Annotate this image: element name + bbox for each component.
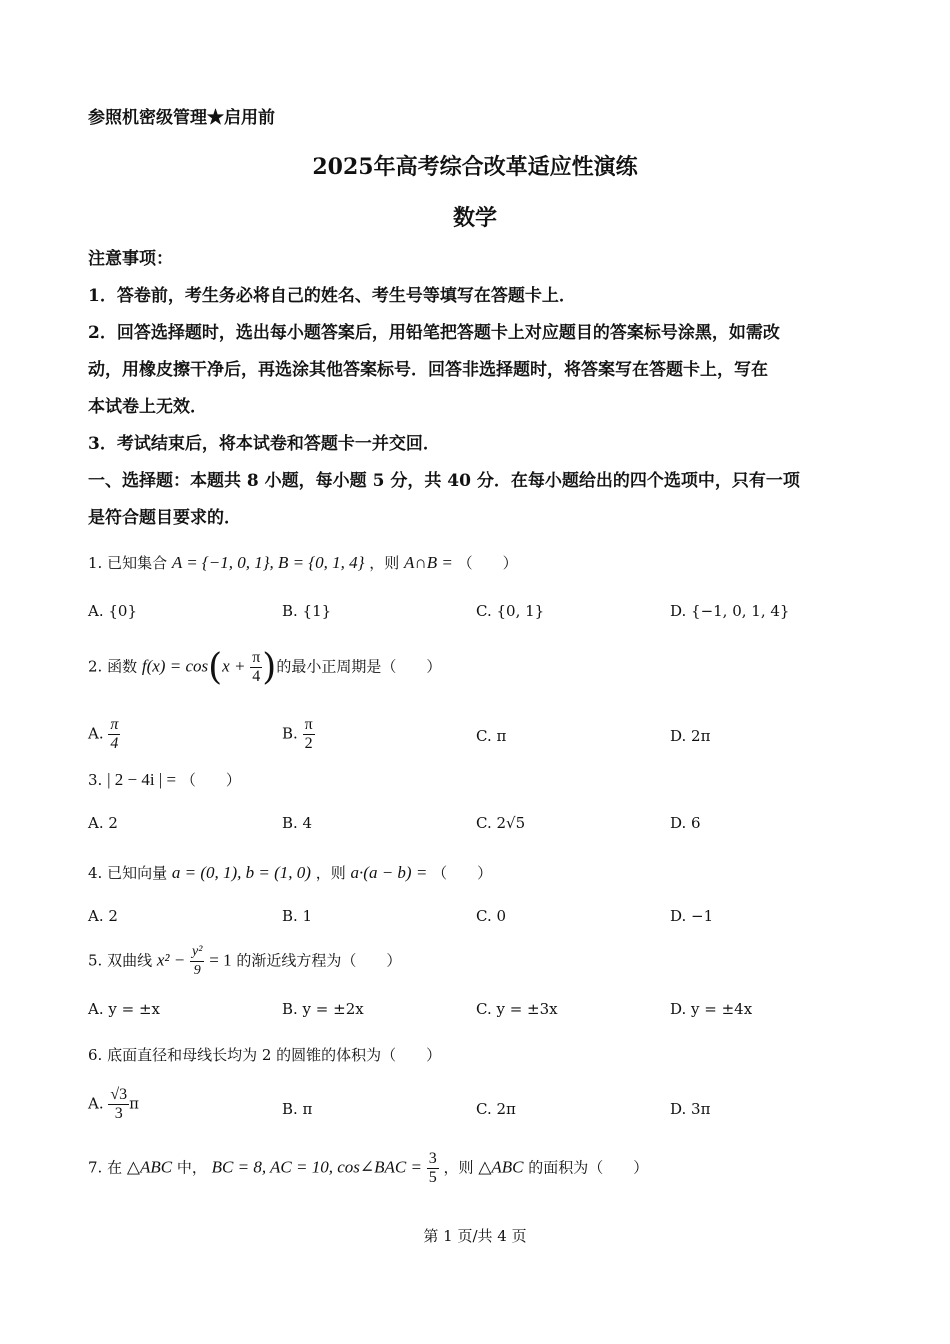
- question-5-fraction: [190, 943, 204, 980]
- question-1-option-d: D. {−1, 0, 1, 4}: [670, 602, 790, 620]
- question-1: [88, 552, 518, 573]
- question-7-math-triangle: △ABC: [126, 1157, 173, 1177]
- question-7-suffix: 的面积为（ ）: [528, 1158, 649, 1177]
- question-7-fraction-num: 3: [428, 1150, 437, 1167]
- question-6-option-a: [88, 1086, 139, 1123]
- question-2-right-paren: ): [262, 647, 277, 688]
- question-3-blank: （ ）: [180, 771, 241, 789]
- question-7-prefix: 7. 在: [88, 1158, 123, 1177]
- question-4-option-d: D. −1: [670, 907, 714, 925]
- question-2-option-a-num: π: [110, 716, 119, 733]
- question-6: 6. 底面直径和母线长均为 2 的圆锥的体积为（ ）: [88, 1046, 442, 1064]
- question-3-prefix: 3.: [88, 771, 103, 789]
- question-5-option-c: C. y = ±3x: [476, 1000, 558, 1018]
- note-item-3: 3．考试结束后，将本试卷和答题卡一并交回．: [88, 434, 440, 454]
- question-5-option-b: B. y = ±2x: [282, 1000, 364, 1018]
- question-4-prefix: 4. 已知向量: [88, 864, 168, 882]
- question-2-option-a-label: A.: [88, 724, 104, 743]
- section-1-line-1: 一、选择题：本题共 8 小题，每小题 5 分，共 40 分．在每小题给出的四个选项中，只有一项: [88, 471, 800, 491]
- question-3-option-c: C. 2√5: [476, 814, 526, 832]
- question-2-option-b-fraction: [303, 716, 315, 753]
- question-7-mid2: ，则: [443, 1158, 474, 1177]
- question-3-option-b: B. 4: [282, 814, 313, 832]
- question-2-left-paren: (: [208, 647, 223, 688]
- question-7-fraction-den: 5: [428, 1169, 437, 1186]
- question-4-option-c: C. 0: [476, 907, 507, 925]
- question-2-suffix: 的最小正周期是（ ）: [276, 657, 442, 676]
- notes-heading: 注意事项：: [88, 249, 173, 269]
- question-4-mid: ，则: [315, 864, 346, 882]
- question-1-option-c: C. {0, 1}: [476, 602, 545, 620]
- question-2-fraction-den: 4: [252, 668, 261, 685]
- page-footer: 第 1 页/共 4 页: [423, 1227, 527, 1245]
- question-5-option-d: D. y = ±4x: [670, 1000, 753, 1018]
- question-4-blank: （ ）: [432, 864, 493, 882]
- question-4-math-dot: a·(a − b) =: [350, 863, 428, 882]
- question-5-suffix: 的渐近线方程为（ ）: [236, 951, 402, 970]
- question-5-fraction-num: y²: [190, 943, 204, 962]
- question-6-option-a-den: 3: [114, 1105, 123, 1122]
- question-2-option-a: [88, 716, 120, 753]
- question-6-option-b: B. π: [282, 1100, 313, 1118]
- question-6-option-a-label: A.: [88, 1094, 104, 1113]
- question-2-math-function: f(x) = cos: [141, 656, 209, 676]
- question-2-option-b-label: B.: [282, 724, 298, 743]
- subject-title: 数学: [452, 205, 497, 231]
- question-4-option-a: A. 2: [88, 907, 118, 925]
- question-2-math-inner: x +: [222, 656, 246, 676]
- question-5-math-x: x² −: [156, 950, 186, 970]
- question-6-option-d: D. 3π: [670, 1100, 711, 1118]
- question-2-option-a-fraction: [108, 716, 120, 753]
- question-2-option-d: D. 2π: [670, 727, 711, 745]
- question-3-option-d: D. 6: [670, 814, 701, 832]
- question-5-math-eq: = 1: [209, 950, 232, 970]
- question-2: [88, 647, 441, 688]
- question-2-option-b: [282, 716, 315, 753]
- question-1-math-sets: A = {−1, 0, 1}, B = {0, 1, 4}: [171, 553, 365, 572]
- question-5: [88, 943, 401, 980]
- section-1-line-2: 是符合题目要求的．: [88, 508, 241, 528]
- question-6-option-a-pi: π: [129, 1094, 140, 1113]
- question-7-mid: 中，: [176, 1158, 207, 1177]
- question-3: [88, 769, 241, 790]
- question-1-option-b: B. {1}: [282, 602, 332, 620]
- note-item-2-line-2: 动，用橡皮擦干净后，再选涂其他答案标号．回答非选择题时，将答案写在答题卡上，写在: [88, 360, 768, 380]
- question-2-fraction-num: π: [252, 649, 261, 666]
- question-5-prefix: 5. 双曲线: [88, 951, 153, 970]
- question-7-math-triangle-2: △ABC: [478, 1157, 524, 1177]
- question-2-option-b-den: 2: [304, 735, 313, 752]
- question-7: [88, 1150, 648, 1187]
- question-2-prefix: 2. 函数: [88, 657, 138, 676]
- question-1-option-a: A. {0}: [88, 602, 137, 620]
- question-3-option-a: A. 2: [88, 814, 118, 832]
- question-5-fraction-den: 9: [193, 963, 201, 978]
- secret-level-label: 参照机密级管理★启用前: [88, 108, 275, 128]
- note-item-2-line-1: 2．回答选择题时，选出每小题答案后，用铅笔把答题卡上对应题目的答案标号涂黑，如需改: [88, 323, 780, 343]
- question-7-fraction: [427, 1150, 439, 1187]
- question-4: [88, 862, 492, 883]
- exam-title: 2025年高考综合改革适应性演练: [312, 154, 638, 180]
- question-1-math-intersection: A∩B =: [404, 553, 453, 572]
- question-1-blank: （ ）: [457, 554, 518, 572]
- question-7-math-conditions: BC = 8, AC = 10, cos∠BAC =: [211, 1157, 422, 1177]
- question-4-option-b: B. 1: [282, 907, 313, 925]
- note-item-2-line-3: 本试卷上无效．: [88, 397, 207, 417]
- question-3-math: | 2 − 4i | =: [107, 770, 177, 789]
- question-2-option-b-num: π: [304, 716, 313, 733]
- question-6-option-a-num: √3: [110, 1086, 128, 1103]
- question-2-option-c: C. π: [476, 727, 507, 745]
- question-4-math-vectors: a = (0, 1), b = (1, 0): [171, 863, 311, 882]
- question-2-option-a-den: 4: [108, 734, 120, 753]
- question-1-prefix: 1. 已知集合: [88, 554, 168, 572]
- note-item-1: 1．答卷前，考生务必将自己的姓名、考生号等填写在答题卡上．: [88, 286, 576, 306]
- question-1-mid: ，则: [369, 554, 400, 572]
- question-5-option-a: A. y = ±x: [88, 1000, 160, 1018]
- question-6-option-a-fraction: [108, 1086, 129, 1123]
- question-2-fraction: [250, 649, 262, 686]
- question-6-option-c: C. 2π: [476, 1100, 516, 1118]
